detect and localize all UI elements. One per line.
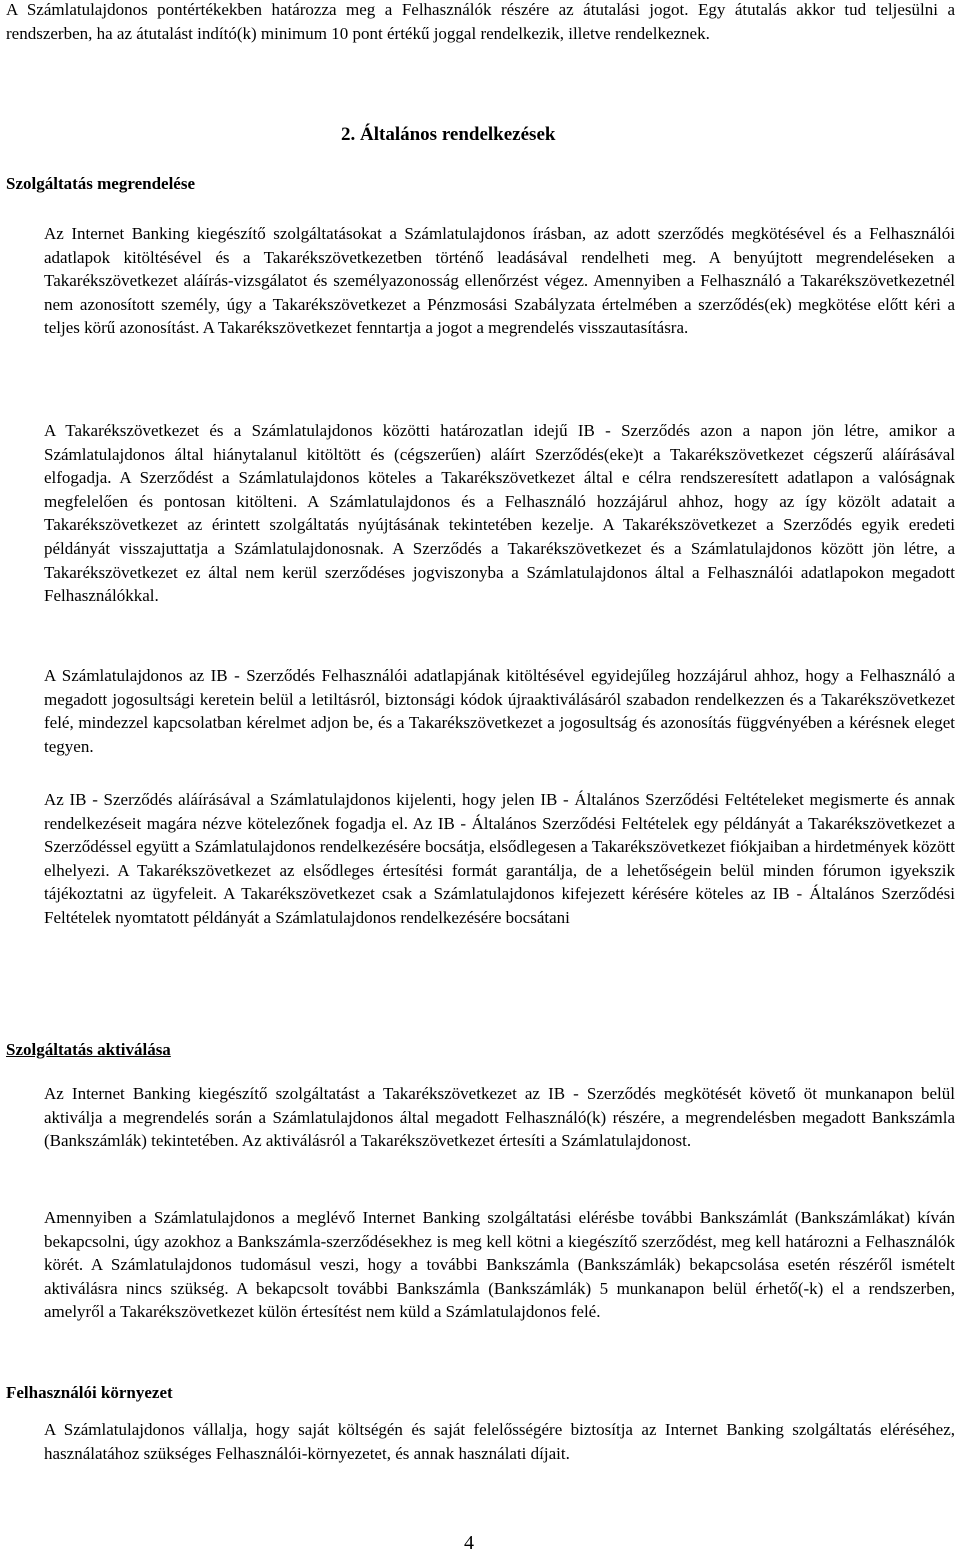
megrendeles-paragraph-2: A Takarékszövetkezet és a Számlatulajdonos közötti határozatlan idejű IB - Szerződés azon a napon jön létre, amikor a Számlatulajdonos által hiánytalanul kitöltött és (cégszerűen) aláírt Szerződés(eke)t a Takarékszövetkezet cégszerű aláírásával elfogadja. A Szerződést a Számlatulajdonos köteles a Takarékszövetkezet által e célra rendszeresített adatlapon a valóságnak megfelelően és pontosan kitölteni. A Számlatulajdonos és a Felhasználó hozzájárul ahhoz, hogy az így közölt adatait a Takarékszövetkezet az érintett szolgáltatás nyújtásának tekintetében kezelje. A Takarékszövetkezet a Szerződés egyik eredeti példányát visszajuttatja a Számlatulajdonosnak. A Szerződés a Takarékszövetkezet és a Számlatulajdonos között jön létre, a Takarékszövetkezet ez által nem kerül szerződéses jogviszonyba a Számlatulajdonos által a Felhasználói adatlapokon megadott Felhasználókkal. bbox=[44, 421, 955, 606]
aktivalas-paragraph-2: Amennyiben a Számlatulajdonos a meglévő Internet Banking szolgáltatási elérésbe további Bankszámlát (Bankszámlákat) kíván bekapcsolni, úgy azokhoz a Bankszámla-szerződésekhez is meg kell kötni a kiegészítő szerződést, meg kell határozni a Felhasználók körét. A Számlatulajdonos tudomásul veszi, hogy a további Bankszámla (Bankszámlák) bekapcsolása esetén részéről ismételt aktiválásra nincs szükség. A bekapcsolt további Bankszámla (Bankszámlák) 5 munkanapon belül érhető(-k) el a rendszerben, amelyről a Takarékszövetkezet külön értesítést nem küld a Számlatulajdonos felé. bbox=[44, 1208, 955, 1322]
aktivalas-paragraph-1: Az Internet Banking kiegészítő szolgáltatást a Takarékszövetkezet az IB - Szerződés megkötését követő öt munkanapon belül aktiválja a megrendelés során a Számlatulajdonos által megadott Felhasználó(k) részére, a megrendelésben megadott Bankszámla (Bankszámlák) tekintetében. Az aktiválásról a Takarékszövetkezet értesíti a Számlatulajdonost. bbox=[44, 1084, 955, 1151]
section-heading: 2. Általános rendelkezések bbox=[341, 124, 556, 145]
kornyezet-paragraph-1: A Számlatulajdonos vállalja, hogy saját költségén és saját felelősségére biztosítja az Internet Banking szolgáltatás eléréséhez, használatához szükséges Felhasználói-környezetet, és annak használati díjait. bbox=[44, 1420, 955, 1463]
megrendeles-paragraph-3: A Számlatulajdonos az IB - Szerződés Felhasználói adatlapjának kitöltésével egyidejűleg hozzájárul ahhoz, hogy a Felhasználó a megadott jogosultsági keretein belül a letiltásról, biztonsági kódok újraaktiválásáról szabadon rendelkezzen és a Takarékszövetkezet felé, mindezzel kapcsolatban kérelmet adjon be, és a Takarékszövetkezet a jogosultság és azonosítás függvényében a kérésnek eleget tegyen. bbox=[44, 666, 955, 756]
megrendeles-paragraph-1: Az Internet Banking kiegészítő szolgáltatásokat a Számlatulajdonos írásban, az adott szerződés megkötésével és a Felhasználói adatlapok kitöltésével és a Takarékszövetkezetben történő leadásával rendelheti meg. A benyújtott megrendeléseken a Takarékszövetkezet aláírás-vizsgálatot és személyazonosság ellenőrzést végez. Amennyiben a Felhasználó a Takarékszövetkezetnél nem azonosított személy, úgy a Takarékszövetkezet a Pénzmosási Szabályzata értelmében a szerződés(ek) megkötése előtt kéri a teljes körű azonosítást. A Takarékszövetkezet fenntartja a jogot a megrendelés visszautasításra. bbox=[44, 224, 955, 338]
intro-paragraph: A Számlatulajdonos pontértékekben határozza meg a Felhasználók részére az átutalási jogot. Egy átutalás akkor tud teljesülni a rendszerben, ha az átutalást indító(k) minimum 10 pont értékű joggal rendelkezik, illetve rendelkeznek. bbox=[6, 0, 955, 43]
subsection-title-kornyezet: Felhasználói környezet bbox=[6, 1383, 173, 1402]
page-number: 4 bbox=[464, 1532, 474, 1554]
subsection-title-megrendeles: Szolgáltatás megrendelése bbox=[6, 174, 196, 193]
megrendeles-paragraph-4: Az IB - Szerződés aláírásával a Számlatulajdonos kijelenti, hogy jelen IB - Általános Szerződési Feltételeket megismerte és annak rendelkezéseit magára nézve kötelezőnek fogadja el. Az IB - Általános Szerződési Feltételek egy példányát a Takarékszövetkezet a Szerződéssel együtt a Számlatulajdonos rendelkezésére bocsátja, elsődlegesen a Takarékszövetkezet fiókjaiban a hirdetmények között elhelyezi. A Takarékszövetkezet az elsődleges értesítési formát garantálja, de a lehetőségein belül minden fórumon igyekszik tájékoztatni az ügyfeleit. A Takarékszövetkezet csak a Számlatulajdonos kifejezett kérésére köteles az IB - Általános Szerződési Feltételek nyomtatott példányát a Számlatulajdonos rendelkezésére bocsátani bbox=[44, 790, 955, 927]
subsection-title-aktivalas: Szolgáltatás aktiválása bbox=[6, 1040, 171, 1059]
